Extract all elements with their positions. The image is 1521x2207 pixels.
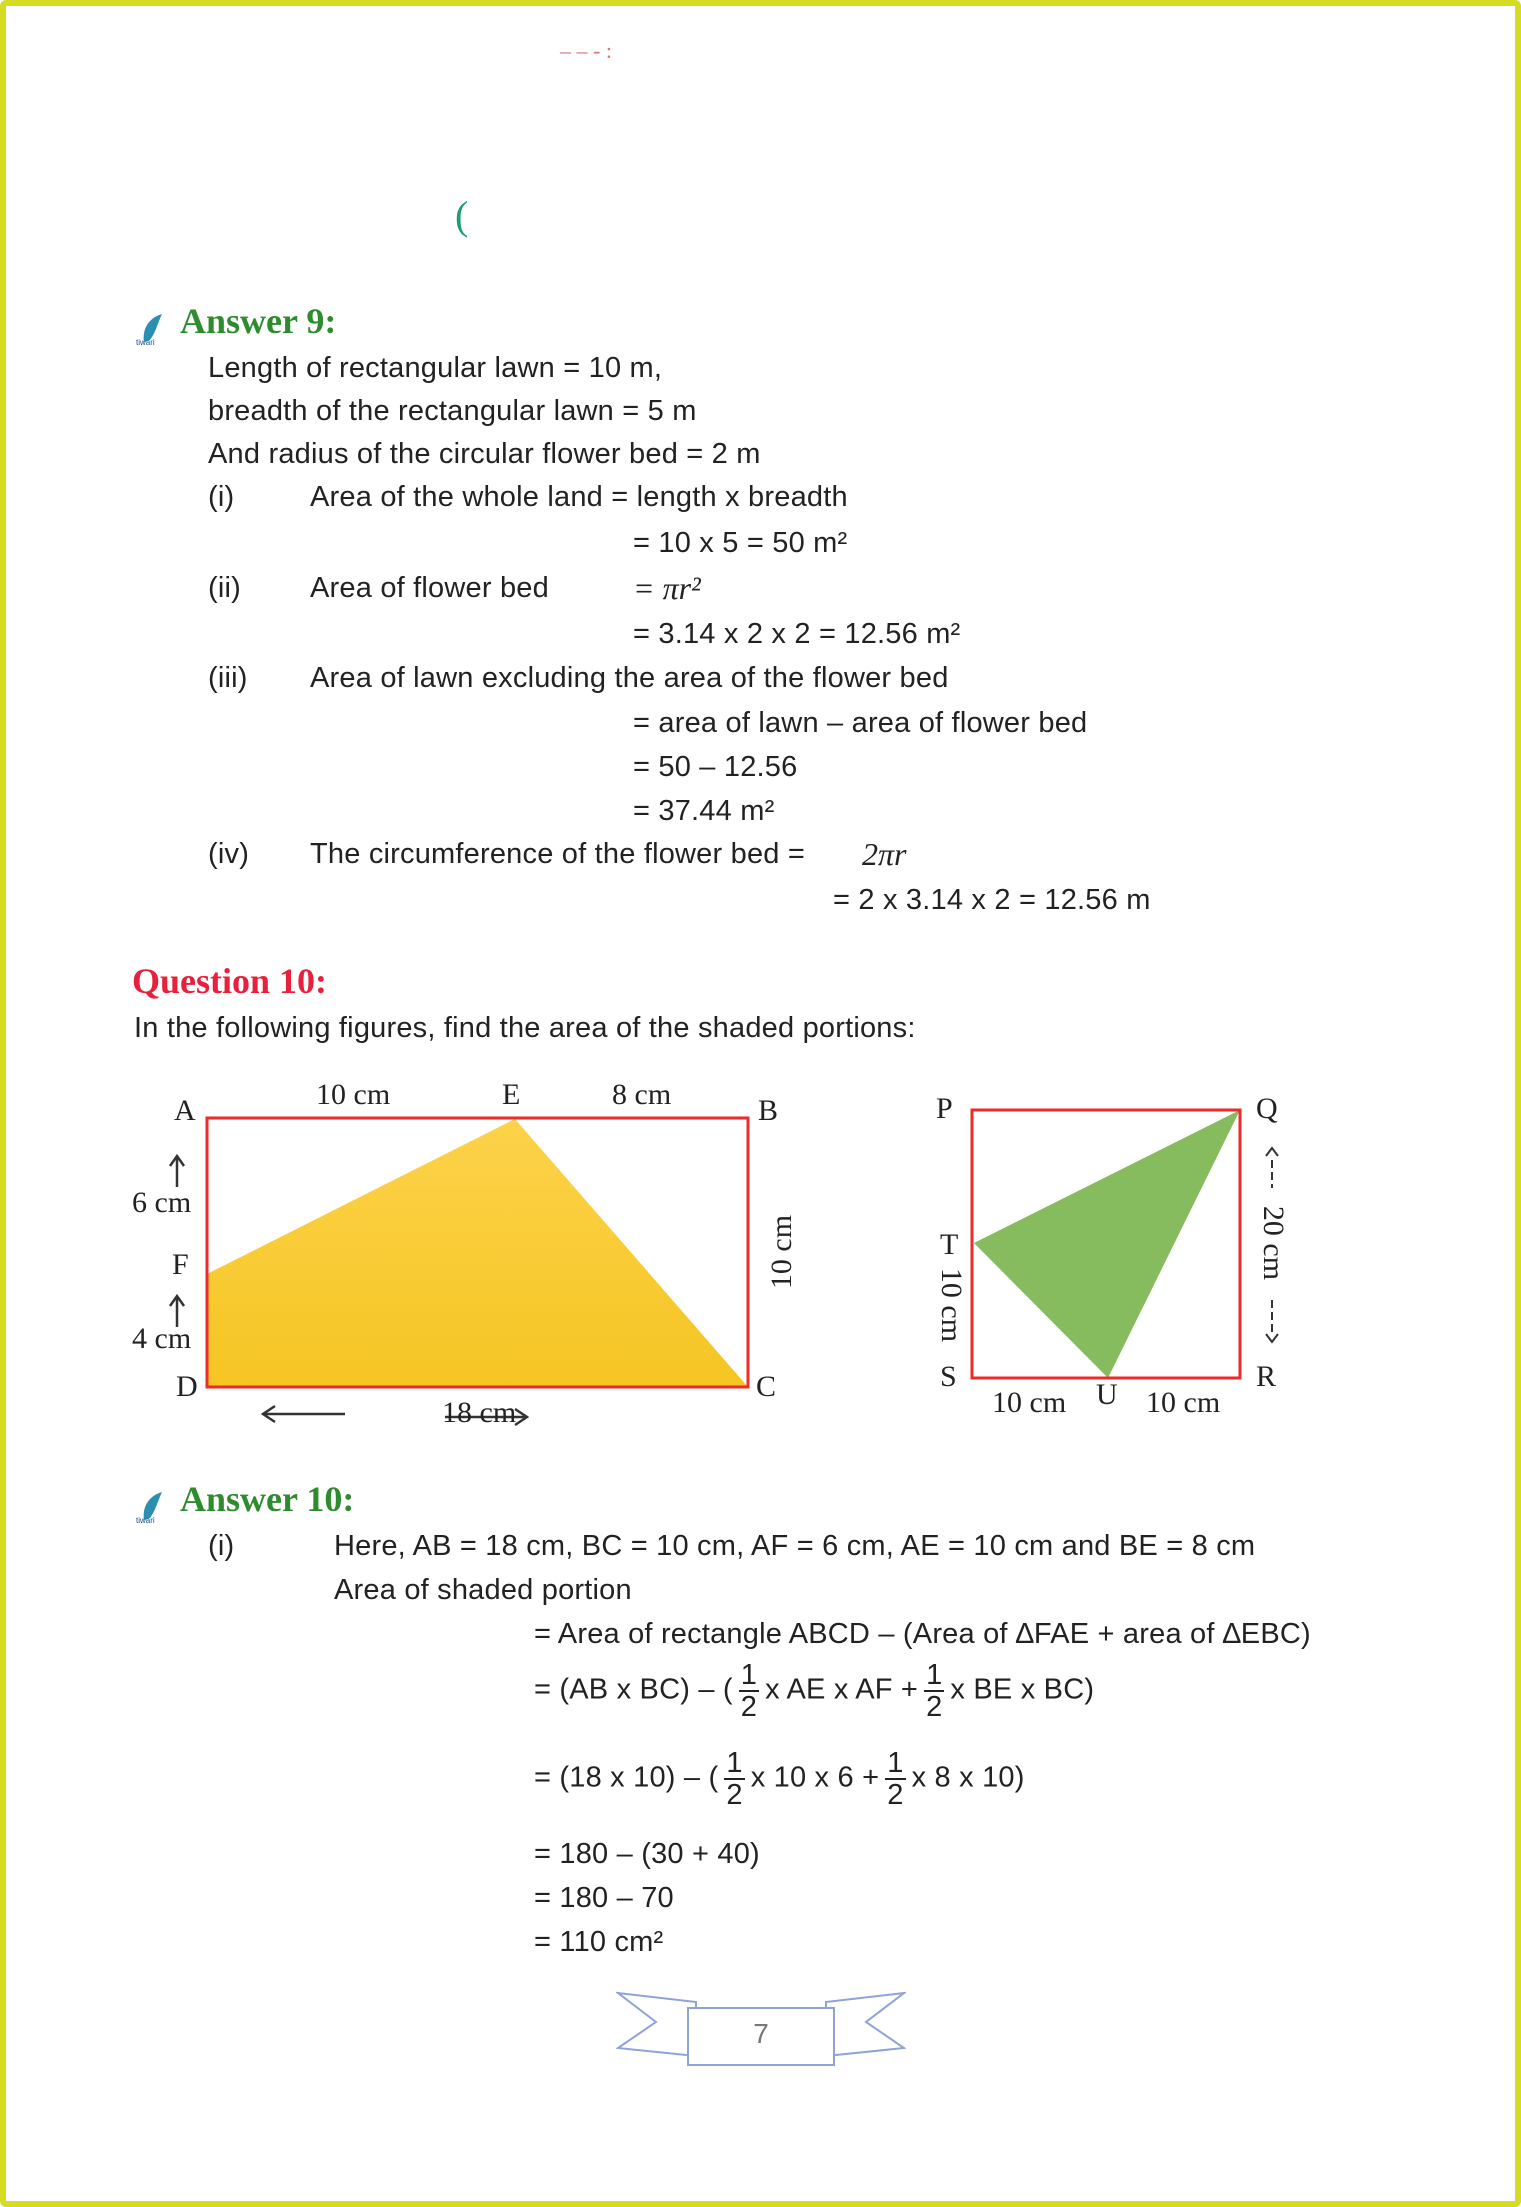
- fraction-half: $\frac{1}{2}$: [726, 1747, 743, 1811]
- vertex-a: A: [174, 1094, 196, 1127]
- page-number-ribbon: [616, 1990, 906, 2070]
- part-label: (iii): [208, 662, 248, 694]
- question10-title: Question 10:: [132, 961, 328, 1001]
- label-ts: 10 cm: [935, 1267, 969, 1343]
- label-af: 6 cm: [132, 1186, 192, 1219]
- step-text: x BE x BC): [950, 1673, 1095, 1706]
- vertex-t: T: [940, 1228, 959, 1261]
- step-line: = area of lawn – area of flower bed: [633, 707, 1088, 739]
- label-qr: 20 cm: [1257, 1205, 1291, 1281]
- tiwari-logo-icon: [136, 1490, 172, 1524]
- vertex-s: S: [940, 1360, 957, 1393]
- part-label: (iv): [208, 838, 250, 870]
- answer10-heading: [136, 1478, 354, 1524]
- header-fragment: – – ‑ :: [560, 38, 612, 63]
- step-line: = 50 – 12.56: [633, 751, 798, 783]
- page-number: 7: [753, 2018, 769, 2049]
- step-line: = 2 x 3.14 x 2 = 12.56 m: [833, 884, 1151, 916]
- step-line-fraction: [534, 1660, 1094, 1722]
- label-ae: 10 cm: [316, 1078, 391, 1111]
- svg-text:tiwari: tiwari: [136, 1516, 155, 1525]
- answer9-heading: [136, 300, 336, 346]
- given-line: And radius of the circular flower bed = 2 m: [208, 438, 761, 470]
- step-text: x 10 x 6 +: [750, 1761, 880, 1794]
- intro-line: Area of shaded portion: [334, 1574, 632, 1606]
- tiwari-logo-icon: [136, 312, 172, 346]
- formula: = πr²: [633, 570, 701, 606]
- step-line: = 110 cm²: [534, 1926, 664, 1958]
- figure-square-pqrs: [900, 1060, 1300, 1440]
- vertex-q: Q: [1256, 1092, 1278, 1125]
- step-line: = 180 – 70: [534, 1882, 674, 1914]
- formula: 2πr: [862, 836, 907, 872]
- part-label: (ii): [208, 572, 242, 604]
- label-ur: 10 cm: [1146, 1386, 1221, 1419]
- given-line: breadth of the rectangular lawn = 5 m: [208, 395, 697, 427]
- step-line: = 3.14 x 2 x 2 = 12.56 m²: [633, 618, 961, 650]
- fraction-half: $\frac{1}{2}$: [926, 1659, 943, 1723]
- part-label: (i): [208, 481, 235, 513]
- step-line-fraction: [534, 1748, 1025, 1810]
- label-eb: 8 cm: [612, 1078, 672, 1111]
- vertex-r: R: [1256, 1360, 1277, 1393]
- svg-text:tiwari: tiwari: [136, 338, 155, 347]
- part-text: Area of the whole land = length x breadth: [310, 481, 848, 513]
- question10-prompt: In the following figures, find the area of the shaded portions:: [134, 1012, 916, 1044]
- vertex-c: C: [756, 1370, 777, 1403]
- label-dc: 18 cm: [442, 1396, 517, 1429]
- vertex-d: D: [176, 1370, 198, 1403]
- step-text: x AE x AF +: [765, 1673, 919, 1706]
- part-text: Area of lawn excluding the area of the flower bed: [310, 662, 949, 694]
- part-text: Area of flower bed: [310, 572, 549, 604]
- label-su: 10 cm: [992, 1386, 1067, 1419]
- part-text: The circumference of the flower bed =: [310, 838, 806, 870]
- fraction-half: $\frac{1}{2}$: [887, 1747, 904, 1811]
- vertex-e: E: [502, 1078, 521, 1111]
- part-label: (i): [208, 1530, 235, 1562]
- step-text: x 8 x 10): [911, 1761, 1025, 1794]
- header-paren: (: [455, 193, 469, 238]
- step-line: = 180 – (30 + 40): [534, 1838, 760, 1870]
- vertex-u: U: [1096, 1378, 1118, 1411]
- given-line: Here, AB = 18 cm, BC = 10 cm, AF = 6 cm, AE = 10 cm and BE = 8 cm: [334, 1530, 1256, 1562]
- answer9-title: Answer 9:: [180, 301, 337, 341]
- step-line: = Area of rectangle ABCD – (Area of ∆FAE + area of ∆EBC): [534, 1618, 1311, 1650]
- given-line: Length of rectangular lawn = 10 m,: [208, 352, 663, 384]
- fraction-half: $\frac{1}{2}$: [740, 1659, 758, 1723]
- figure-rectangle-abcd: [120, 1060, 800, 1440]
- vertex-b: B: [758, 1094, 779, 1127]
- step-line: = 37.44 m²: [633, 795, 775, 827]
- step-text: = (18 x 10) – (: [534, 1761, 719, 1794]
- step-line: = 10 x 5 = 50 m²: [633, 527, 848, 559]
- vertex-p: P: [936, 1092, 953, 1125]
- label-bc: 10 cm: [765, 1214, 799, 1290]
- step-text: = (AB x BC) – (: [534, 1673, 733, 1706]
- label-fd: 4 cm: [132, 1322, 192, 1355]
- answer10-title: Answer 10:: [180, 1479, 355, 1519]
- vertex-f: F: [172, 1248, 189, 1281]
